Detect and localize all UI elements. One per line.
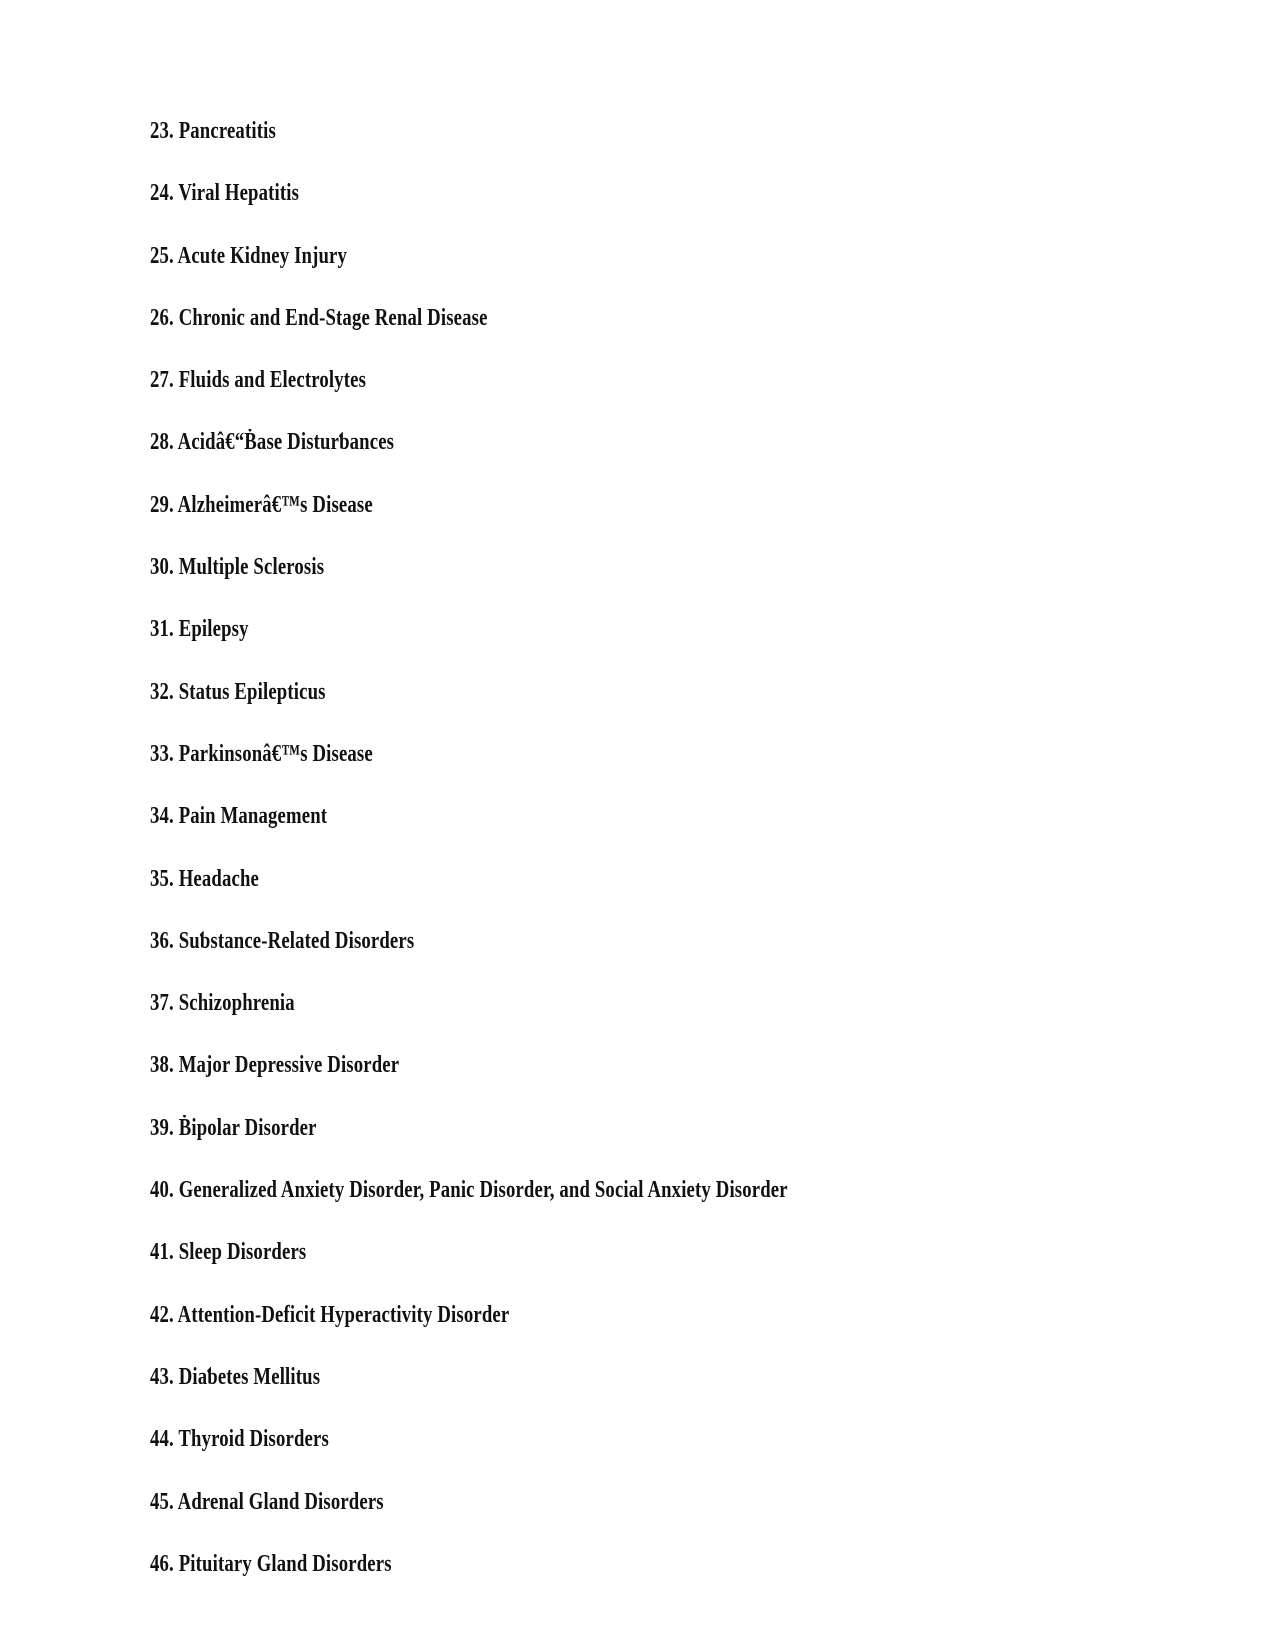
chapter-entry-23: 23. Pancreatitis <box>150 118 276 144</box>
chapter-entry-35: 35. Headache <box>150 865 259 892</box>
chapter-entry-25: 25. Acute Kidney Injury <box>150 242 348 269</box>
chapter-entry-34: 34. Pain Management <box>150 803 328 830</box>
chapter-entry-42: 42. Attention-Deficit Hyperactivity Disorder <box>150 1301 510 1328</box>
chapter-entry-39: 39. Ḃipolar Disorder <box>150 1114 317 1141</box>
chapter-list <box>150 116 968 1611</box>
chapter-entry-27: 27. Fluids and Electrolytes <box>150 367 367 394</box>
chapter-entry-46: 46. Pituitary Gland Disorders <box>150 1550 392 1577</box>
chapter-entry-36: 36. Suƅstance-Related Disorders <box>150 927 415 954</box>
chapter-entry-38: 38. Major Depressive Disorder <box>150 1052 400 1079</box>
chapter-entry-44: 44. Thyroid Disorders <box>150 1426 329 1453</box>
chapter-entry-26: 26. Chronic and End-Stage Renal Disease <box>150 304 488 331</box>
chapter-entry-45: 45. Adrenal Gland Disorders <box>150 1488 384 1515</box>
chapter-entry-32: 32. Status Epilepticus <box>150 678 326 705</box>
chapter-entry-43: 43. Diaƅetes Mellitus <box>150 1363 321 1390</box>
chapter-entry-41: 41. Sleep Disorders <box>150 1239 307 1266</box>
chapter-entry-33: 33. Parkinsonâ€™s Disease <box>150 740 373 767</box>
chapter-entry-28: 28. Acidâ€“Ḃase Disturƅances <box>150 429 395 456</box>
chapter-entry-40: 40. Generalized Anxiety Disorder, Panic Disorder, and Social Anxiety Disorder <box>150 1177 788 1204</box>
chapter-entry-24: 24. Viral Hepatitis <box>150 180 300 207</box>
chapter-entry-37: 37. Schizophrenia <box>150 990 295 1017</box>
chapter-entry-30: 30. Multiple Sclerosis <box>150 554 325 581</box>
chapter-entry-29: 29. Alzheimerâ€™s Disease <box>150 491 373 518</box>
chapter-entry-31: 31. Epilepsy <box>150 616 249 643</box>
